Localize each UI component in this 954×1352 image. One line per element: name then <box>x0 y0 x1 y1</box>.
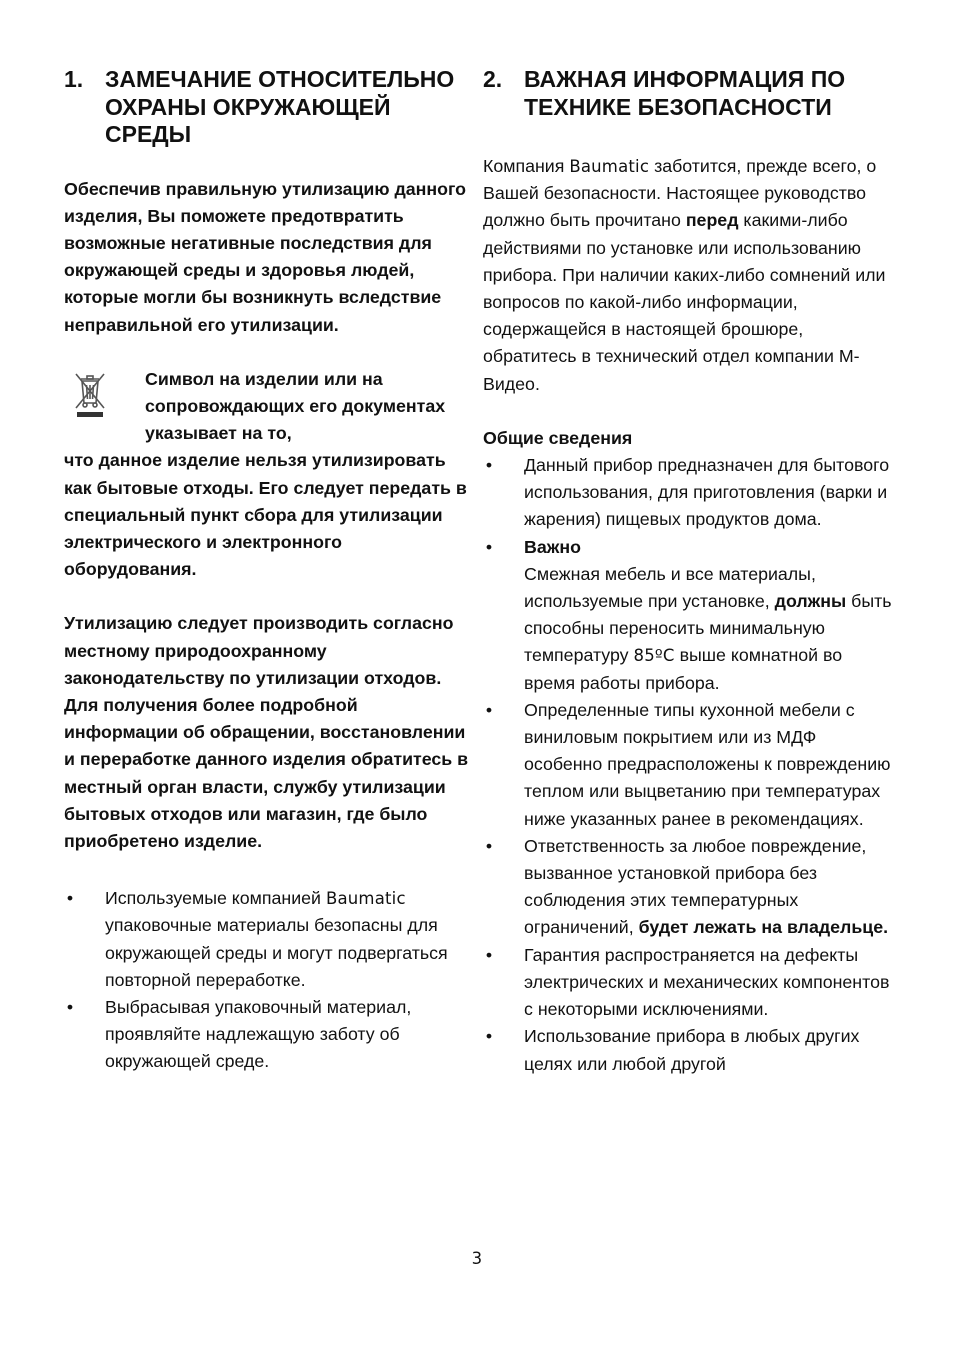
crossed-out-wheelie-bin-icon <box>72 370 108 420</box>
section-1-heading <box>64 66 472 149</box>
bullet-icon: • <box>485 699 493 720</box>
list-item: • Важно Смежная мебель и все материалы, используемые при установке, должны быть способны переносить минимальную температуру 85ºC выше комнатной во время работы прибора. <box>483 534 893 697</box>
section-2-heading <box>483 66 893 121</box>
brand-name: Baumatic <box>569 157 650 176</box>
bullet-icon: • <box>485 835 493 856</box>
list-item: • Использование прибора в любых других целях или любой другой <box>483 1023 893 1077</box>
environment-intro: Обеспечив правильную утилизацию данного изделия, Вы поможете предотвратить возможные негативные последствия для окружающей среды и здоровья людей, которые могли бы возникнуть вследствие неправильной его утилизации. <box>64 178 467 335</box>
brand-name: Baumatic <box>325 889 406 909</box>
weee-symbol-text: Символ на изделии или на сопровождающих его документах указывает на то, <box>145 368 446 444</box>
bullet-icon: • <box>485 1026 493 1047</box>
section-1-number: 1. <box>64 66 84 92</box>
list-item: • Используемые компанией Baumatic упаковочные материалы безопасны для окружающей среды и могут подвергаться повторной переработке. <box>64 885 472 994</box>
list-item: • Выбрасывая упаковочный материал, проявляйте надлежащую заботу об окружающей среде. <box>64 994 472 1076</box>
bullet-icon: • <box>485 536 493 557</box>
bullet-icon: • <box>485 944 493 965</box>
list-item: • Гарантия распространяется на дефекты электрических и механических компонентов с некоторыми исключениями. <box>483 942 893 1024</box>
bullet-icon: • <box>66 888 74 909</box>
safety-bullet-list <box>483 452 893 1078</box>
packaging-bullet-list <box>64 885 472 1075</box>
list-item: • Данный прибор предназначен для бытового использования, для приготовления (варки и жарения) пищевых продуктов дома. <box>483 452 893 534</box>
right-column <box>483 66 893 1078</box>
general-info-heading: Общие сведения <box>483 427 633 448</box>
bullet-icon: • <box>485 455 493 476</box>
bullet-icon: • <box>66 996 74 1017</box>
left-column <box>64 66 472 1076</box>
weee-symbol-text-continued: что данное изделие нельзя утилизировать как бытовые отходы. Его следует передать в специальный пункт сбора для утилизации электрического и электронного оборудования. <box>64 450 467 580</box>
list-item: • Ответственность за любое повреждение, вызванное установкой прибора без соблюдения этих температурных ограничений, будет лежать на владельце. <box>483 833 893 942</box>
weee-symbol-block <box>64 366 472 584</box>
section-2-title: ВАЖНАЯ ИНФОРМАЦИЯ ПО ТЕХНИКЕ БЕЗОПАСНОСТИ <box>524 66 846 120</box>
safety-intro: Компания Baumatic заботится, прежде всего, о Вашей безопасности. Настоящее руководство должно быть прочитано перед какими-либо действиями по установке или использованию прибора. При наличии каких-либо сомнений или вопросов по какой-либо информации, содержащейся в настоящей брошюре, обратитесь в технический отдел компании М-Видео. <box>483 156 886 394</box>
disposal-law-text: Утилизацию следует производить согласно местному природоохранному законодательству по утилизации отходов. <box>64 613 454 688</box>
section-2-number: 2. <box>483 66 503 92</box>
list-item: • Определенные типы кухонной мебели с виниловым покрытием или из МДФ особенно предрасположены к повреждению теплом или выцветанию при температурах ниже указанных ранее в рекомендациях. <box>483 697 893 833</box>
important-label: Важно <box>524 536 581 557</box>
more-info-text: Для получения более подробной информации об обращении, восстановлении и переработке данного изделия обратитесь в местный орган власти, службу утилизации бытовых отходов или магазин, где было приобретено изделие. <box>64 694 469 851</box>
section-1-title: ЗАМЕЧАНИЕ ОТНОСИТЕЛЬНО ОХРАНЫ ОКРУЖАЮЩЕЙ СРЕДЫ <box>105 66 455 147</box>
page-number: 3 <box>471 1249 483 1268</box>
